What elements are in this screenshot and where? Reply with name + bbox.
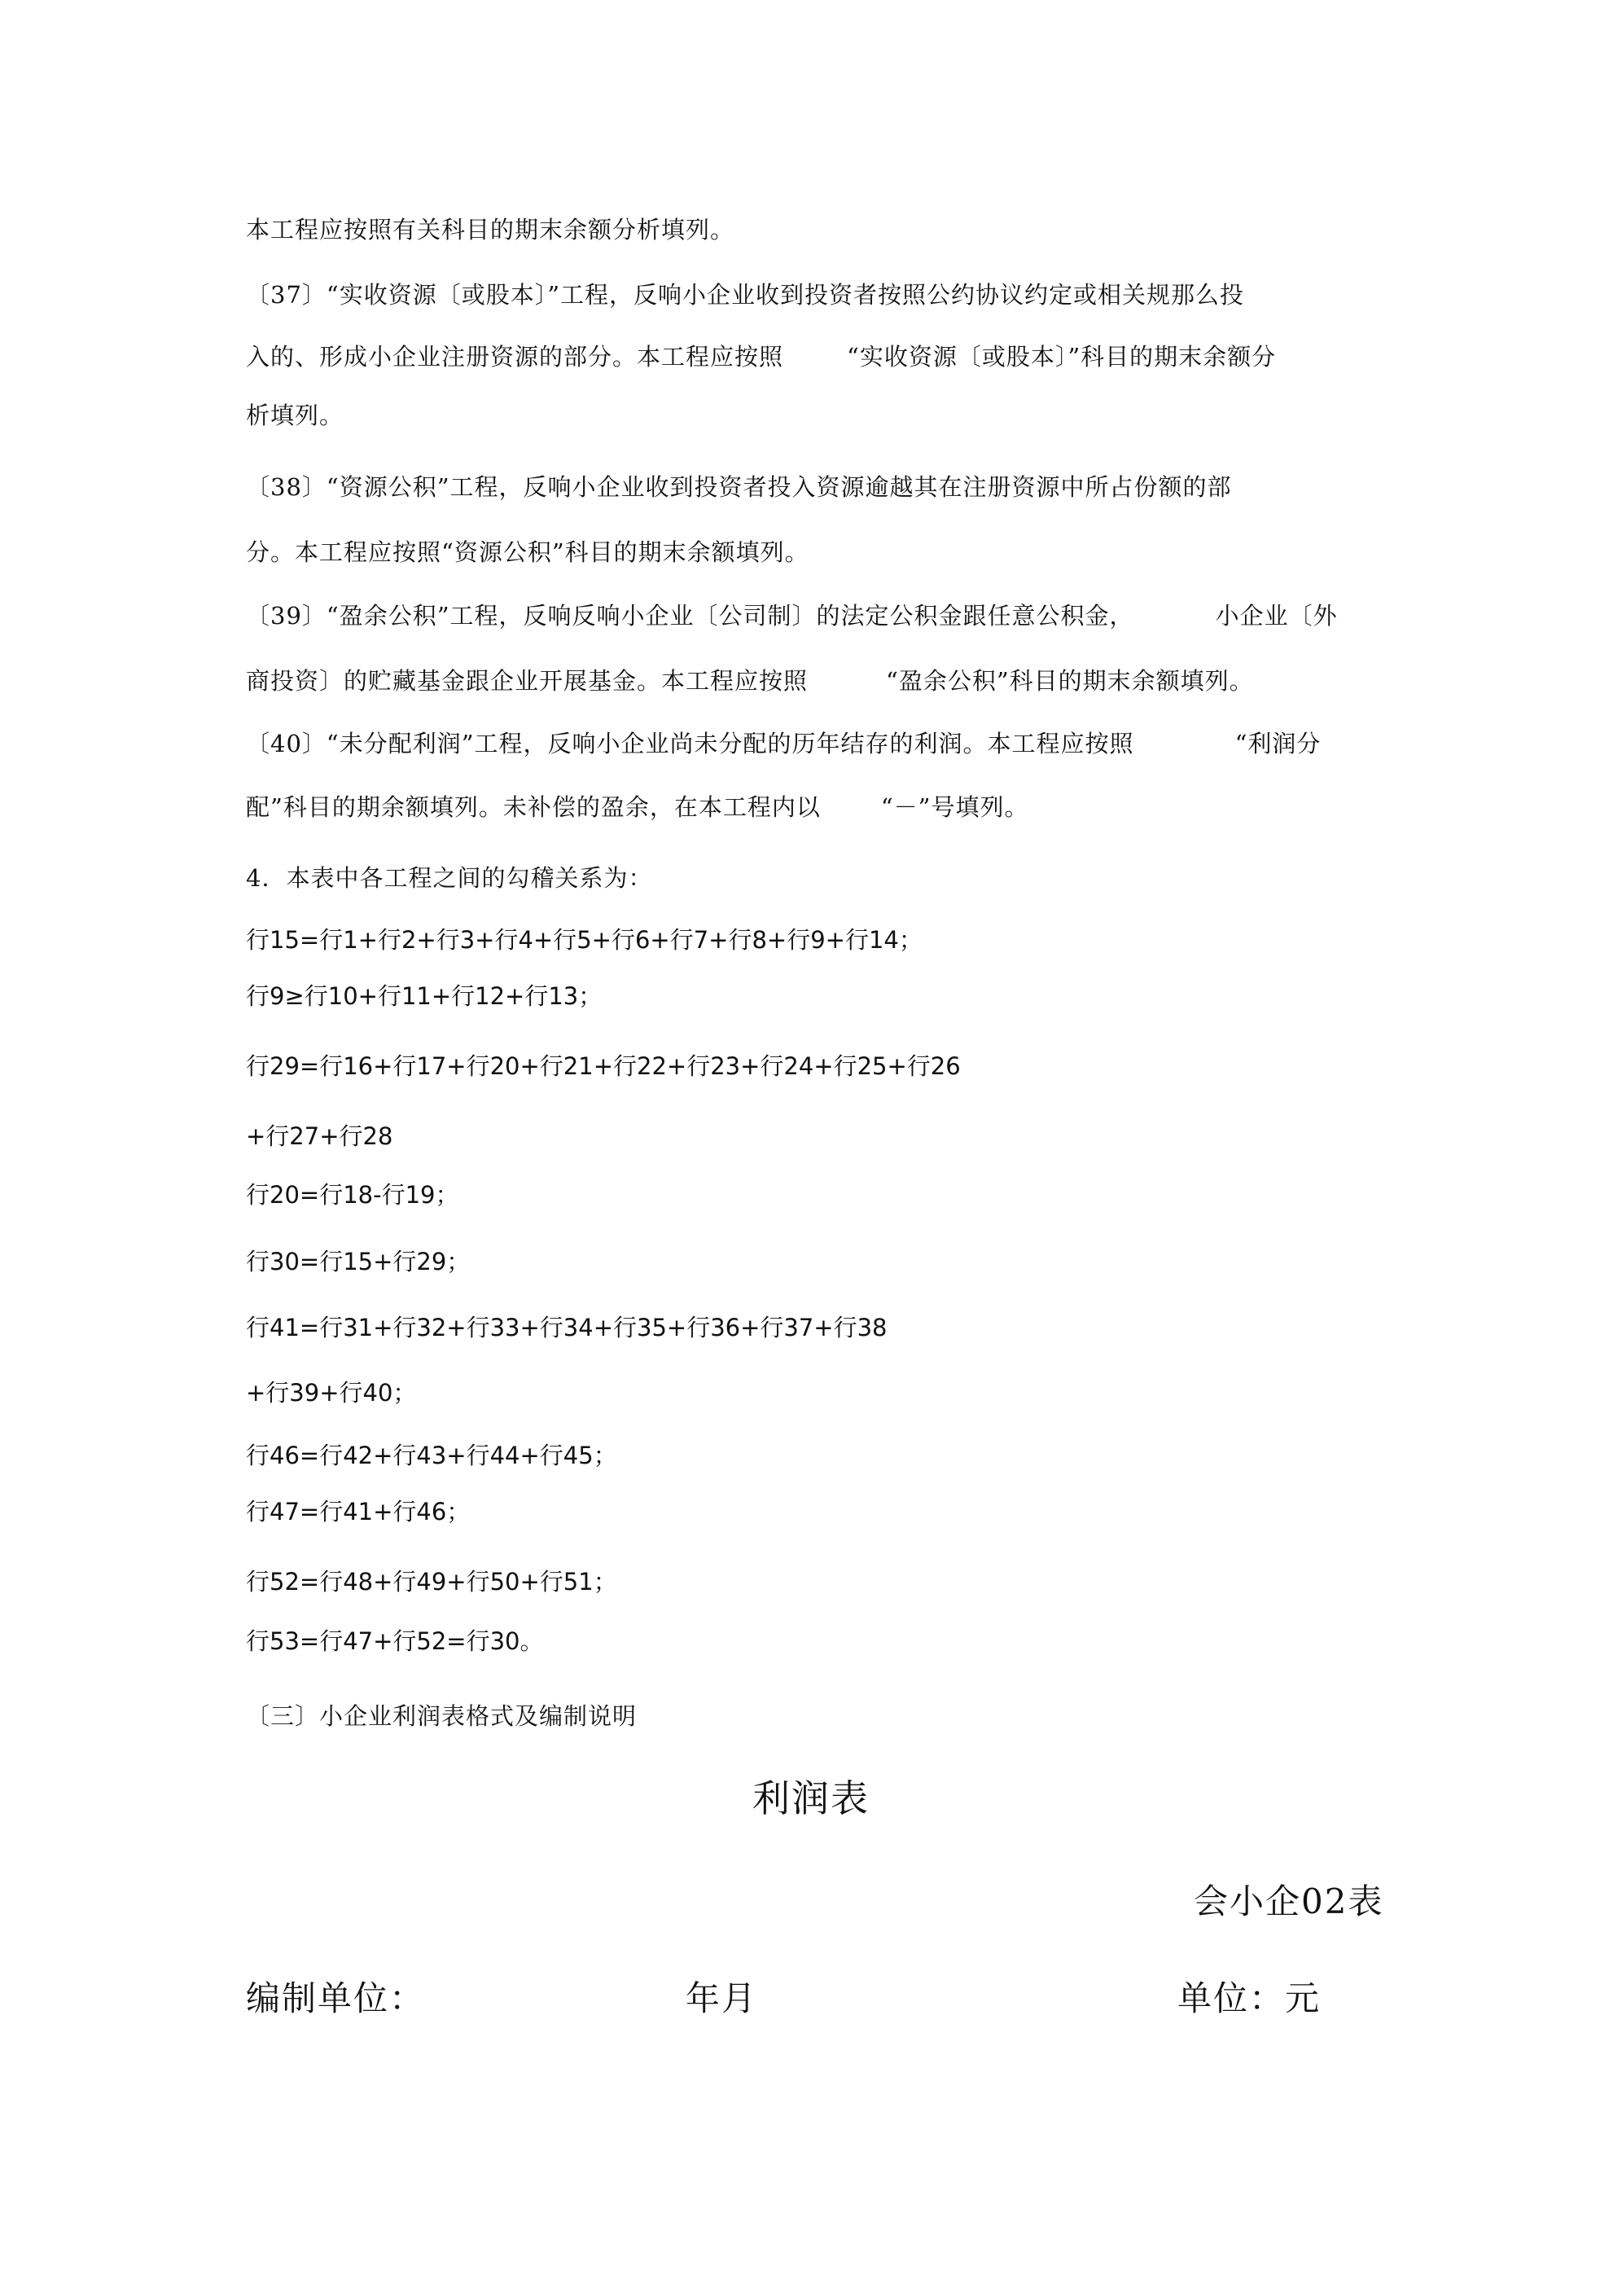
compiling-unit-label: 编制单位： <box>246 1978 426 2018</box>
paragraph-39-line-2-part-1: 商投资〕的贮藏基金跟企业开展基金。本工程应按照 <box>246 667 809 695</box>
paragraph-39-line-2-part-2: “盈余公积”科目的期末余额填列。 <box>886 667 1254 695</box>
paragraph-38-line-1: 〔38〕“资源公积”工程，反响小企业收到投资者投入资源逾越其在注册资源中所占份额的部 <box>246 473 1232 501</box>
paragraph-37-line-2-part-1: 入的、形成小企业注册资源的部分。本工程应按照 <box>246 343 784 371</box>
paragraph-40-line-1 <box>246 727 1321 760</box>
formula-line: 行30=行15+行29； <box>246 1248 471 1275</box>
formula-line: 行53=行47+行52=行30。 <box>246 1627 544 1655</box>
paragraph-40-line-2-part-2: “－”号填列。 <box>880 793 1029 821</box>
paragraph-37-line-2-part-2: “实收资源〔或股本〕”科目的期末余额分 <box>847 343 1277 371</box>
section-heading: 〔三〕小企业利润表格式及编制说明 <box>246 1702 638 1730</box>
paragraph-40-line-2-part-1: 配”科目的期余额填列。未补偿的盈余，在本工程内以 <box>246 793 821 821</box>
paragraph-37-line-1: 〔37〕“实收资源〔或股本〕”工程，反响小企业收到投资者按照公约协议约定或相关规那么投 <box>246 281 1245 309</box>
table-title: 利润表 <box>752 1776 870 1820</box>
form-code: 会小企02表 <box>1194 1881 1384 1921</box>
paragraph-40-line-1-part-2: “利润分 <box>1234 730 1322 757</box>
paragraph-39-line-2 <box>246 665 1254 697</box>
paragraph-39-line-1-part-1: 〔39〕“盈余公积”工程，反响反响小企业〔公司制〕的法定公积金跟任意公积金， <box>246 602 1134 630</box>
formula-line: 行29=行16+行17+行20+行21+行22+行23+行24+行25+行26 <box>246 1052 961 1080</box>
paragraph-39-line-1 <box>246 599 1338 632</box>
formula-line: 行15=行1+行2+行3+行4+行5+行6+行7+行8+行9+行14； <box>246 926 923 954</box>
paragraph-38-line-2: 分。本工程应按照“资源公积”科目的期末余额填列。 <box>246 538 809 566</box>
formula-line: +行27+行28 <box>246 1122 393 1150</box>
paragraph-37-line-2 <box>246 340 1276 373</box>
formula-line: 行47=行41+行46； <box>246 1498 471 1526</box>
formula-line: 行9≥行10+行11+行12+行13； <box>246 982 603 1010</box>
formula-line: 行46=行42+行43+行44+行45； <box>246 1442 617 1469</box>
formula-line: 行52=行48+行49+行50+行51； <box>246 1568 617 1596</box>
paragraph-37-line-3: 析填列。 <box>246 402 344 429</box>
relationship-intro: 4．本表中各工程之间的勾稽关系为： <box>246 864 653 892</box>
currency-unit-label: 单位：元 <box>1177 1978 1322 2018</box>
paragraph-line: 本工程应按照有关科目的期末余额分析填列。 <box>246 216 735 244</box>
paragraph-40-line-2 <box>246 791 1028 823</box>
period-label: 年月 <box>686 1978 758 2018</box>
paragraph-39-line-1-part-2: 小企业〔外 <box>1215 602 1338 630</box>
formula-line: 行20=行18-行19； <box>246 1181 459 1209</box>
formula-line: +行39+行40； <box>246 1379 417 1407</box>
paragraph-40-line-1-part-1: 〔40〕“未分配利润”工程，反响小企业尚未分配的历年结存的利润。本工程应按照 <box>246 730 1134 757</box>
formula-line: 行41=行31+行32+行33+行34+行35+行36+行37+行38 <box>246 1314 888 1341</box>
